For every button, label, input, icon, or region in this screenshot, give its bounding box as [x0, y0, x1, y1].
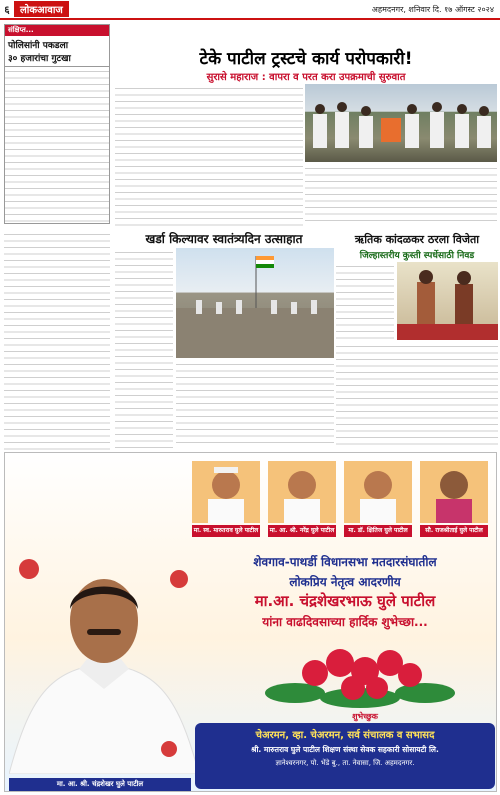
ad-leader-name: मा.आ. चंद्रशेखरभाऊ घुले पाटील [254, 592, 436, 610]
portrait-caption-3: मा. डॉ. क्षितिज घुले पाटील [344, 525, 412, 537]
lead-headline: टेके पाटील ट्रस्टचे कार्य परोपकारी! [199, 49, 413, 69]
ad-line-2: लोकप्रिय नेतृत्व आदरणीय [289, 575, 401, 589]
ad-footer-band [195, 723, 495, 789]
sidebar-news [4, 24, 110, 224]
date-line: अहमदनगर, शनिवार दि. १७ ऑगस्ट २०२४ [371, 4, 494, 14]
sidebar-subtitle: ३० हजारांचा गुटखा [5, 51, 109, 67]
paper-logo: लोकआवाज [14, 1, 69, 17]
sidebar-section-label: संक्षिप्त... [5, 25, 109, 36]
ad-footer-line-2: श्री. मारुतराव घुले पाटील शिक्षण संस्था सेवक सहकारी सोसायटी लि. [251, 745, 439, 754]
ad-footer-line-1: चेअरमन, व्हा. चेअरमन, सर्व संचालक व सभासद [255, 730, 435, 741]
page-header [0, 0, 500, 20]
leader-main-caption: मा. आ. श्री. चंद्रशेखर घुले पाटील [9, 778, 191, 791]
khardi-fort-photo [176, 248, 334, 358]
page-number: ६ [4, 5, 10, 16]
rutik-photo [397, 262, 498, 340]
ad-wisher-label: शुभेच्छुक [352, 712, 378, 721]
rose-bouquet-icon [255, 633, 465, 713]
portrait-caption-4: सौ. राजश्रीताई घुले पाटील [420, 525, 488, 537]
sidebar-body [5, 67, 109, 224]
ad-wish-line: यांना वाढदिवसाच्या हार्दिक शुभेच्छा... [262, 615, 428, 629]
portrait-caption-1: मा. स्व. मारुतराव घुले पाटील [192, 525, 260, 537]
rutik-text-2 [336, 342, 498, 448]
khardi-text-col [115, 248, 173, 448]
rutik-text [336, 262, 394, 340]
lead-body-text-2 [305, 164, 497, 226]
lead-photo-people [305, 84, 497, 162]
portrait-caption-2: मा. आ. श्री. नरेंद्र घुले पाटील [268, 525, 336, 537]
birthday-ad [4, 452, 497, 792]
khardi-flag-scene [176, 248, 334, 358]
ad-footer-line-3: ज्ञानेश्वरनगर, पो. भेंडे बु., ता. नेवासा, जि. अहमदनगर. [275, 759, 415, 767]
lead-body-text [115, 84, 303, 226]
ad-line-1: शेवगाव-पाथर्डी विधानसभा मतदारसंघातील [253, 555, 437, 569]
lead-photo [305, 84, 497, 162]
rutik-headline: ऋतिक कांदळकर ठरला विजेता [354, 233, 480, 246]
lead-subhead: सुरासे महाराज : वापरा व परत करा उपक्रमाची सुरुवात [206, 72, 406, 83]
rutik-subhead: जिल्हास्तरीय कुस्ती स्पर्धेसाठी निवड [359, 251, 475, 261]
khardi-headline: खर्डा किल्यावर स्वातंत्र्यदिन उत्साहात [145, 232, 303, 246]
leader-portrait-art [9, 549, 199, 774]
rutik-wrestlers [397, 262, 498, 340]
sidebar-title: पोलिसांनी पकडला [8, 41, 69, 51]
khardi-text-2 [176, 360, 334, 448]
